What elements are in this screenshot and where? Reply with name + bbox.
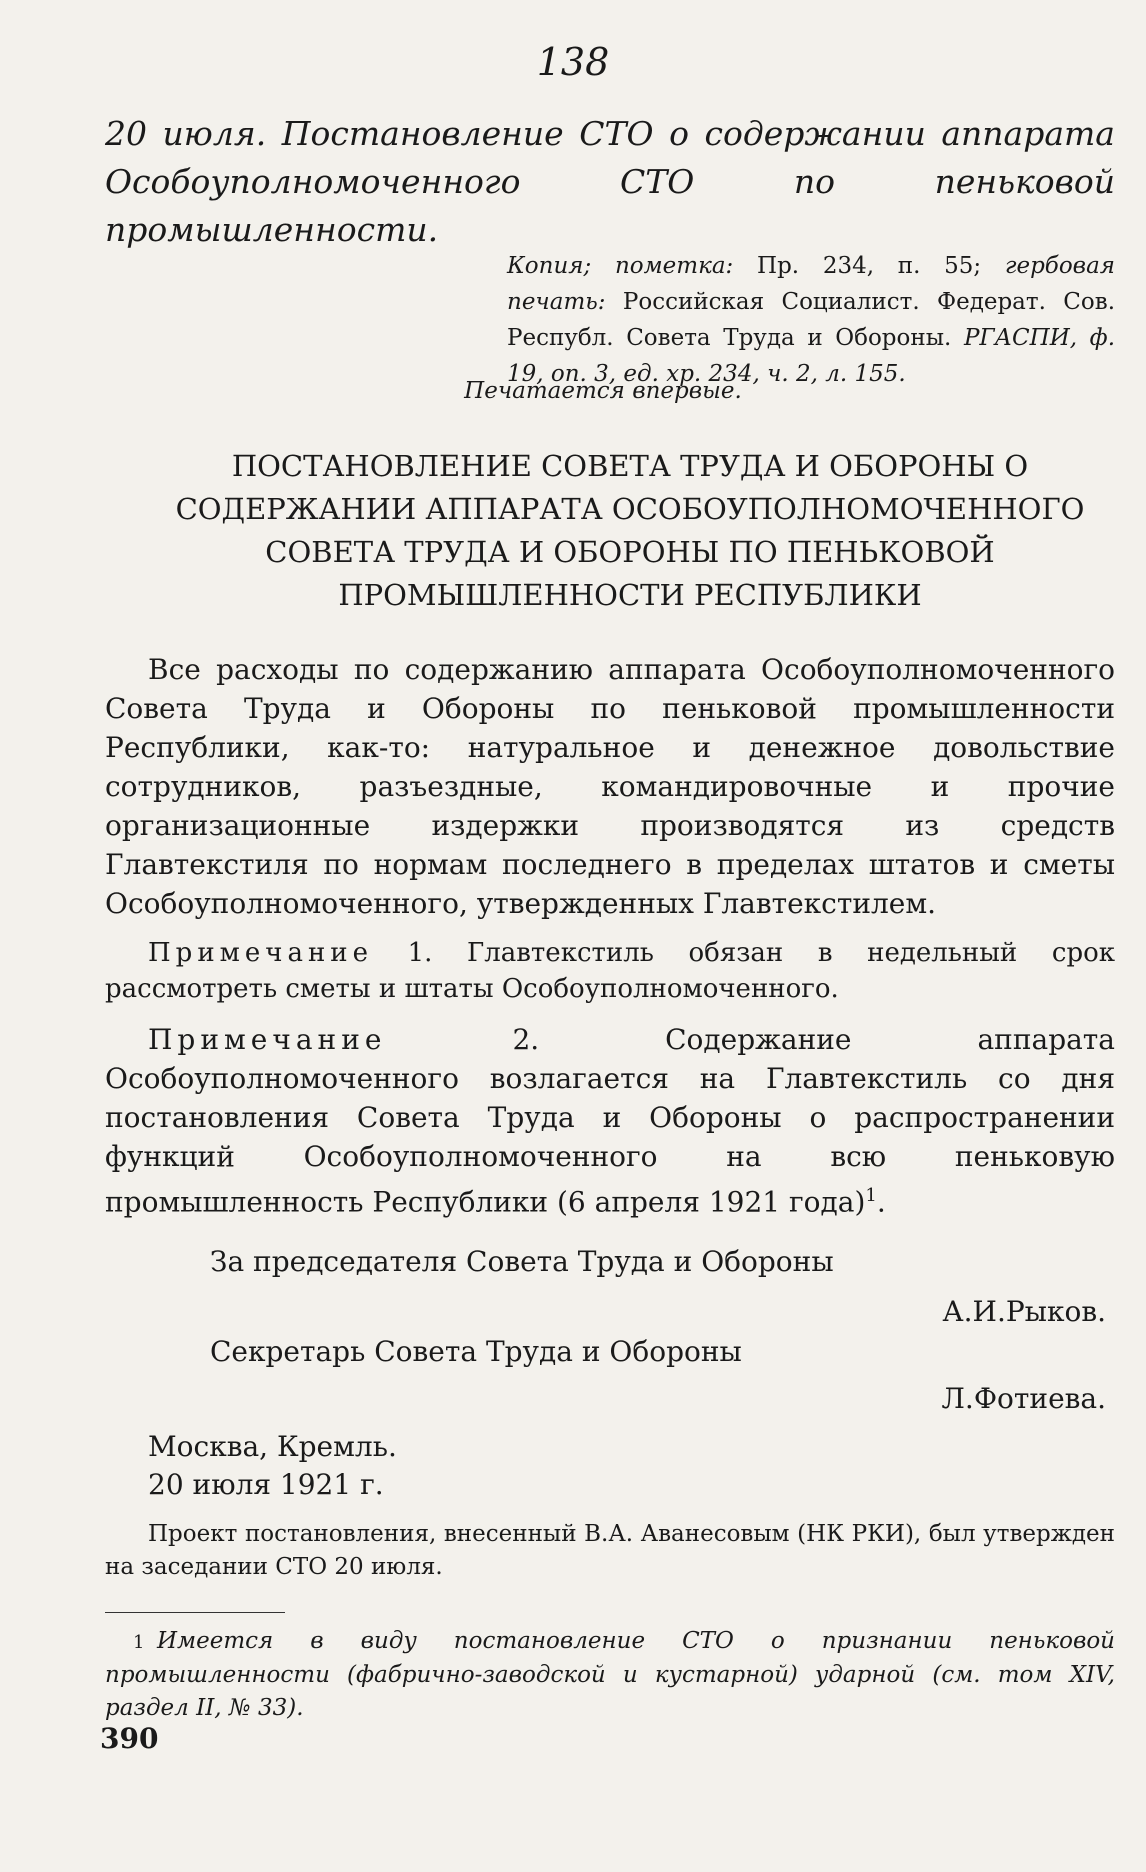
chair-label: За председателя Совета Труда и Обороны bbox=[210, 1245, 834, 1278]
note-2-label: Примечание bbox=[148, 1023, 387, 1056]
source-label-seal: гербовая печать: bbox=[507, 253, 1116, 315]
source-seal-text: Российская Социалист. Федерат. Сов. Республ. Совета Труда и Обороны. bbox=[507, 289, 1116, 351]
project-note: Проект постановления, внесенный В.А. Аванесовым (НК РКИ), был утвержден на заседании СТО 20 июля. bbox=[105, 1521, 1115, 1580]
footnote-number: 1 bbox=[133, 1632, 145, 1653]
archival-source bbox=[507, 248, 1115, 392]
note-2 bbox=[105, 1020, 1115, 1221]
note-1-label: Примечание bbox=[148, 938, 373, 968]
note-2-text: 2. Содержание аппарата Особоуполномоченного возлагается на Главтекстиль со дня постановления Совета Труда и Обороны о распространении функций Особоуполномоченного на всю пеньковую промышленность Республики (6 апреля 1921 года) bbox=[105, 1023, 1115, 1219]
first-publication-note: Печатается впервые. bbox=[464, 378, 742, 404]
note-2-end: . bbox=[876, 1185, 886, 1219]
source-label-copy: Копия; пометка: bbox=[507, 253, 734, 279]
place: Москва, Кремль. bbox=[148, 1430, 397, 1463]
footnote-ref[interactable]: 1 bbox=[865, 1185, 877, 1206]
chair-signature-name: А.И.Рыков. bbox=[942, 1295, 1106, 1328]
note-1 bbox=[105, 935, 1115, 1007]
document-title: 20 июля. Постановление СТО о содержании аппарата Особоуполномоченного СТО по пеньковой промышленности. bbox=[105, 114, 1115, 249]
footnote-text: Имеется в виду постановление СТО о признании пеньковой промышленности (фабрично-заводской и кустарной) ударной (см. том XIV, раздел II, № 33). bbox=[105, 1628, 1115, 1721]
footnote bbox=[105, 1625, 1115, 1725]
source-mark: Пр. 234, п. 55; bbox=[757, 253, 982, 279]
footnote-divider bbox=[105, 1612, 285, 1613]
date: 20 июля 1921 г. bbox=[148, 1468, 384, 1501]
note-1-text: 1. Главтекстиль обязан в недельный срок рассмотреть сметы и штаты Особоуполномоченного. bbox=[105, 938, 1115, 1004]
decree-heading: ПОСТАНОВЛЕНИЕ СОВЕТА ТРУДА И ОБОРОНЫ О СОДЕРЖАНИИ АППАРАТА ОСОБОУПОЛНОМОЧЕННОГО СОВЕТА ТРУДА И ОБОРОНЫ ПО ПЕНЬКОВОЙ ПРОМЫШЛЕННОСТИ РЕСПУБЛИКИ bbox=[175, 449, 1085, 612]
page-number: 390 bbox=[100, 1722, 159, 1755]
secretary-label: Секретарь Совета Труда и Обороны bbox=[210, 1335, 742, 1368]
document-number: 138 bbox=[536, 40, 610, 84]
secretary-signature-name: Л.Фотиева. bbox=[941, 1382, 1106, 1415]
decree-paragraph: Все расходы по содержанию аппарата Особоуполномоченного Совета Труда и Обороны по пеньковой промышленности Республики, как-то: натуральное и денежное довольствие сотрудников, разъездные, командировочные и прочие организационные издержки производятся из средств Главтекстиля по нормам последнего в пределах штатов и сметы Особоуполномоченного, утвержденных Главтекстилем. bbox=[105, 653, 1115, 920]
source-archive-ref: РГАСПИ, ф. 19, оп. 3, ед. хр. 234, ч. 2, л. 155. bbox=[507, 325, 1116, 387]
